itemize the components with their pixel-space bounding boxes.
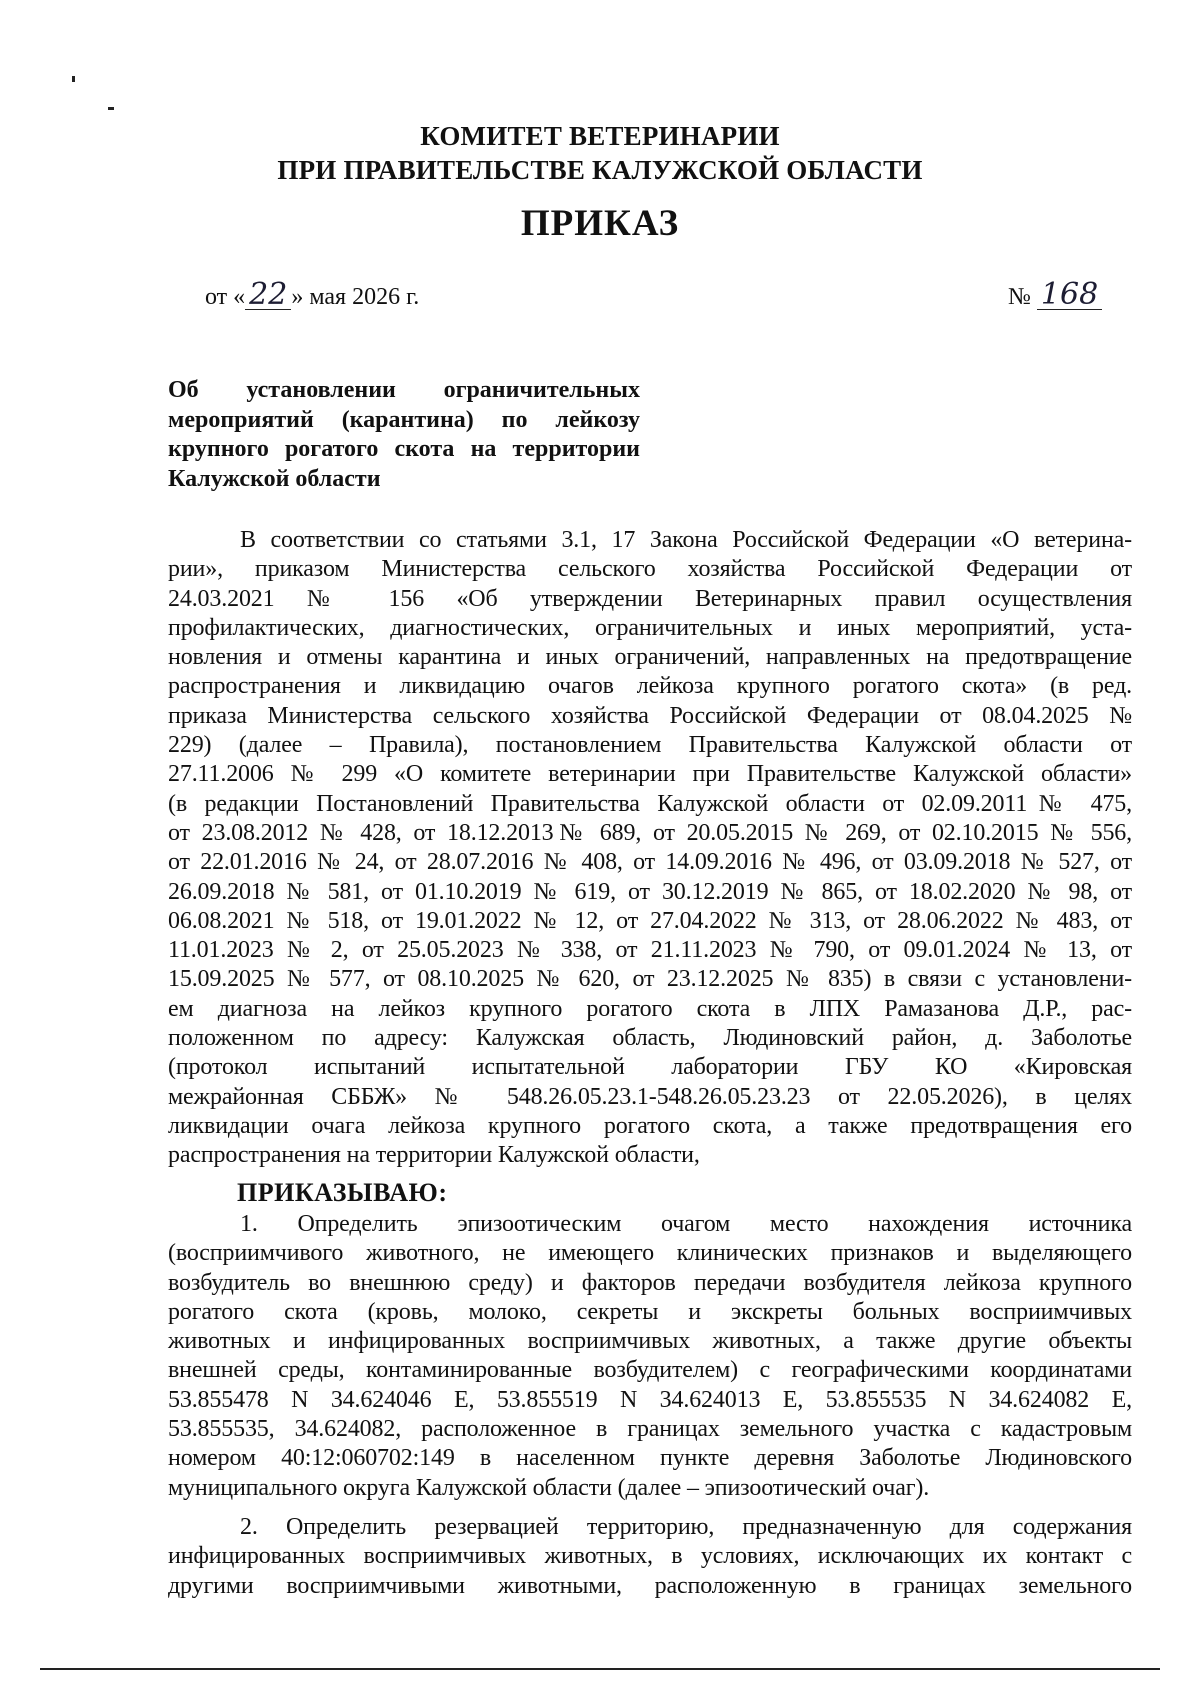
text-line: новления и отмены карантина и иных ограничений, направленных на предотвращение [168, 644, 1132, 671]
text-line: распространения на территории Калужской области, [168, 1142, 700, 1169]
text-line: 53.855478 N 34.624046 E, 53.855519 N 34.624013 E, 53.855535 N 34.624082 E, [168, 1386, 1132, 1413]
subject-line: Об установлении ограничительных [168, 377, 640, 403]
text-line: номером 40:12:060702:149 в населенном пункте деревня Заболотье Людиновского [168, 1445, 1132, 1472]
text-line: профилактических, диагностических, ограничительных и иных мероприятий, уста- [168, 614, 1132, 641]
org-name-line-2: ПРИ ПРАВИТЕЛЬСТВЕ КАЛУЖСКОЙ ОБЛАСТИ [277, 155, 923, 185]
handwritten-number: 168 [1037, 281, 1102, 310]
text-line: рии», приказом Министерства сельского хозяйства Российской Федерации от [168, 556, 1132, 583]
order-date [205, 277, 420, 312]
text-line: положенном по адресу: Калужская область, Людиновский район, д. Заболотье [168, 1025, 1132, 1052]
text-line: (в редакции Постановлений Правительства Калужской области от 02.09.2011№ 475, [168, 790, 1132, 817]
number-label: № [1008, 284, 1031, 310]
scan-speck [108, 107, 114, 110]
text-line: муниципального округа Калужской области (далее – эпизоотический очаг). [168, 1474, 930, 1501]
text-line: В соответствии со статьями 3.1, 17 Закона Российской Федерации «О ветерина- [240, 527, 1132, 553]
document-title: ПРИКАЗ [520, 203, 680, 244]
text-line: 2. Определить резервацией территорию, предназначенную для содержания [240, 1514, 1132, 1540]
text-line: 229) (далее – Правила), постановлением Правительства Калужской области от [168, 732, 1132, 759]
scan-speck [72, 76, 75, 82]
subject-line: мероприятий (карантина) по лейкозу [168, 406, 640, 433]
text-line: 27.11.2006 № 299 «О комитете ветеринарии при Правительстве Калужской области» [168, 761, 1132, 788]
order-item-2 [168, 1513, 1132, 1601]
text-line: (восприимчивого животного, не имеющего клинических признаков и выделяющего [168, 1240, 1132, 1267]
preamble-paragraph [168, 526, 1132, 1171]
order-item-1 [168, 1210, 1132, 1503]
subject-line: крупного рогатого скота на территории [168, 436, 640, 462]
text-line: другими восприимчивыми животными, расположенную в границах земельного [168, 1572, 1132, 1599]
text-line: межрайонная СББЖ» № 548.26.05.23.1-548.26.05.23.23 от 22.05.2026), в целях [168, 1083, 1132, 1110]
text-line: ликвидации очага лейкоза крупного рогатого скота, а также предотвращения его [168, 1112, 1132, 1139]
org-name-line-1: КОМИТЕТ ВЕТЕРИНАРИИ [420, 121, 780, 151]
text-line: 53.855535, 34.624082, расположенное в границах земельного участка с кадастровым [168, 1416, 1132, 1443]
text-line: 26.09.2018 № 581, от 01.10.2019 № 619, от 30.12.2019 № 865, от 18.02.2020 № 98, от [168, 878, 1132, 905]
text-line: 11.01.2023 № 2, от 25.05.2023 № 338, от 21.11.2023 № 790, от 09.01.2024 № 13, от [168, 937, 1132, 964]
text-line: 24.03.2021 № 156 «Об утверждении Ветеринарных правил осуществления [168, 585, 1132, 612]
text-line: приказа Министерства сельского хозяйства Российской Федерации от 08.04.2025 № [168, 702, 1132, 729]
subject-line: Калужской области [168, 465, 381, 492]
order-number [1008, 277, 1102, 312]
order-subject [168, 376, 640, 494]
text-line: распространения и ликвидацию очагов лейкоза крупного рогатого скота» (в ред. [168, 673, 1132, 700]
text-line: от 23.08.2012 № 428, от 18.12.2013№ 689, от 20.05.2015 № 269, от 02.10.2015 № 556, [168, 819, 1132, 846]
text-line: 15.09.2025 № 577, от 08.10.2025 № 620, от 23.12.2025 № 835) в связи с установлени- [168, 966, 1132, 993]
text-line: 1. Определить эпизоотическим очагом место нахождения источника [240, 1211, 1132, 1237]
text-line: ем диагноза на лейкоз крупного рогатого скота в ЛПХ Рамазанова Д.Р., рас- [168, 995, 1132, 1022]
text-line: животных и инфицированных восприимчивых животных, а также другие объекты [168, 1328, 1132, 1355]
text-line: рогатого скота (кровь, молоко, секреты и экскреты больных восприимчивых [168, 1298, 1132, 1325]
text-line: (протокол испытаний испытательной лаборатории ГБУ КО «Кировская [168, 1054, 1132, 1081]
text-line: от 22.01.2016 № 24, от 28.07.2016 № 408, от 14.09.2016 № 496, от 03.09.2018 № 527, от [168, 849, 1132, 876]
date-suffix: » мая 2026 г. [291, 284, 420, 310]
text-line: инфицированных восприимчивых животных, в условиях, исключающих их контакт с [168, 1543, 1132, 1570]
text-line: 06.08.2021 № 518, от 19.01.2022 № 12, от 27.04.2022 № 313, от 28.06.2022 № 483, от [168, 907, 1132, 934]
text-line: возбудитель во внешнюю среду) и факторов передачи возбудителя лейкоза крупного [168, 1269, 1132, 1296]
text-line: внешней среды, контаминированные возбудителем) с географическими координатами [168, 1357, 1132, 1384]
order-directive-heading: ПРИКАЗЫВАЮ: [237, 1178, 448, 1207]
date-prefix: от « [205, 284, 246, 310]
page-bottom-rule [40, 1668, 1160, 1670]
handwritten-day: 22 [245, 281, 291, 310]
